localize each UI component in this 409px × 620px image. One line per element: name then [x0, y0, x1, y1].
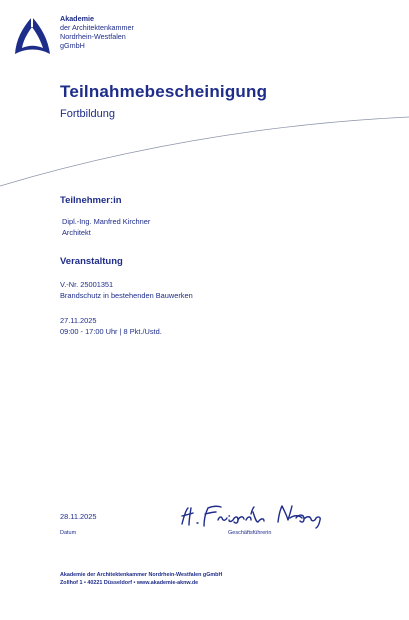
- organization-name: [60, 14, 134, 50]
- event-topic: Brandschutz in bestehenden Bauwerken: [60, 291, 193, 300]
- org-line-3: Nordrhein-Westfalen: [60, 32, 126, 41]
- footer-organization: Akademie der Architektenkammer Nordrhein-Westfalen gGmbH: [60, 572, 223, 578]
- participant-heading: Teilnehmer:in: [60, 195, 122, 206]
- signature-date: 28.11.2025: [60, 512, 97, 521]
- akademie-logo-icon: [12, 14, 52, 58]
- org-line-4: gGmbH: [60, 41, 85, 50]
- event-date: 27.11.2025: [60, 316, 97, 325]
- footer: [60, 571, 222, 587]
- event-number: V.-Nr. 25001351: [60, 280, 114, 289]
- participant-profession: Architekt: [62, 228, 91, 237]
- document-title: Teilnahmebescheinigung: [60, 82, 268, 101]
- document-subtitle: Fortbildung: [60, 108, 116, 120]
- signer-title: Geschäftsführerin: [228, 530, 272, 536]
- event-time-points: 09:00 - 17:00 Uhr | 8 Pkt./Ustd.: [60, 327, 162, 336]
- date-label: Datum: [60, 530, 77, 536]
- decorative-curve: [0, 110, 409, 190]
- participant-name: Dipl.-Ing. Manfred Kirchner: [62, 217, 151, 226]
- footer-address: Zollhof 1 • 40221 Düsseldorf • www.akademie-aknw.de: [60, 580, 199, 586]
- handwritten-signature: [178, 500, 328, 530]
- org-line-1: Akademie: [60, 14, 94, 23]
- org-line-2: der Architektenkammer: [60, 23, 134, 32]
- event-heading: Veranstaltung: [60, 256, 123, 267]
